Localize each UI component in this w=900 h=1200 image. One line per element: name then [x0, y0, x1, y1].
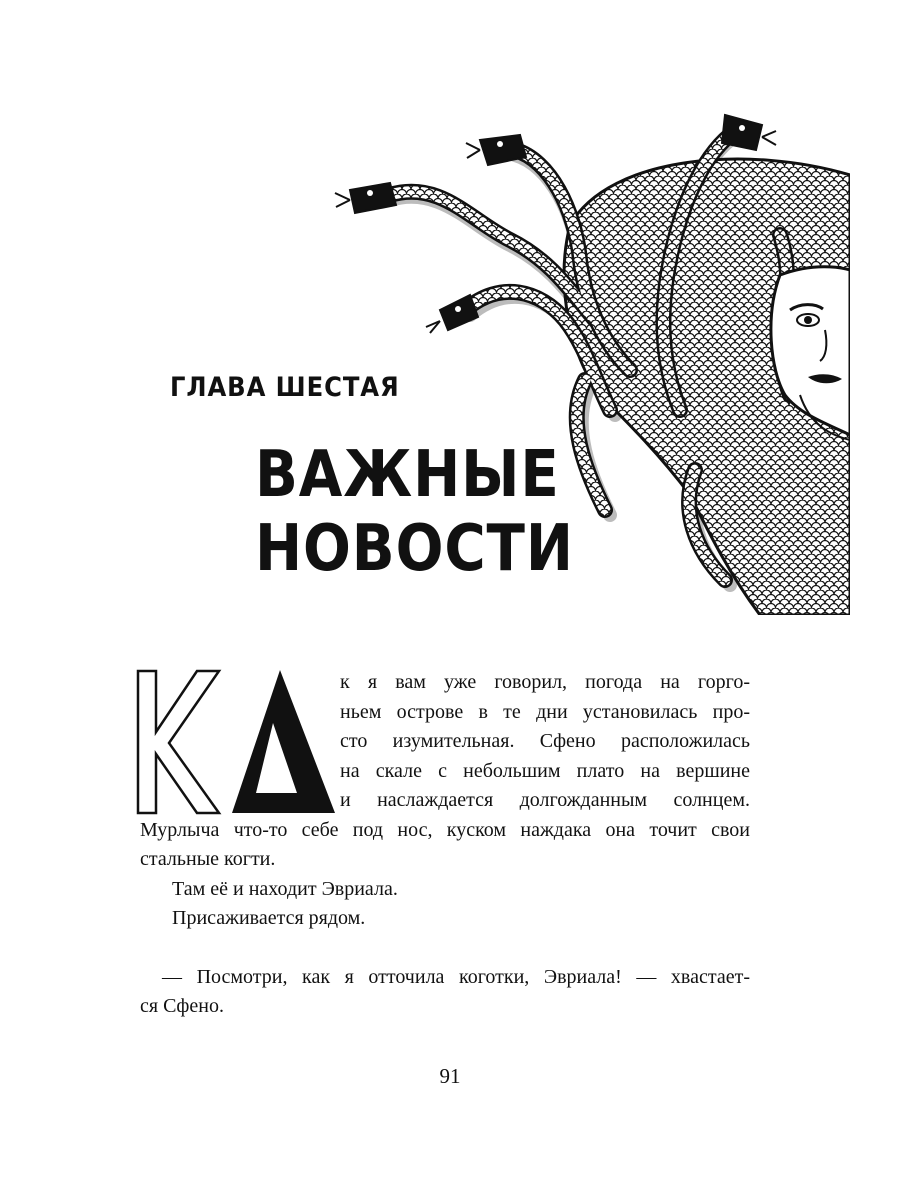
lead-paragraph: [340, 668, 750, 816]
text-line: к я вам уже говорил, погода на горго-: [340, 671, 750, 693]
chapter-label: ГЛАВА ШЕСТАЯ: [170, 372, 400, 403]
paragraph: Присаживается рядом.: [172, 907, 366, 929]
chapter-title: [255, 438, 574, 586]
paragraph: Там её и находит Эвриала.: [172, 877, 398, 900]
text-line: Мурлыча что-то себе под нос, куском наждака она точит свои: [140, 818, 750, 841]
dialog-line: — Посмотри, как я отточила коготки, Эвриала! — хвастает-: [162, 965, 750, 988]
page-number: 91: [439, 1064, 461, 1088]
paragraph-gap: [140, 934, 750, 963]
chapter-title-line-1: ВАЖНЫЕ: [255, 438, 560, 512]
dialog-line: ся Сфено.: [140, 995, 224, 1017]
text-line: и наслаждается долгожданным солнцем.: [340, 789, 750, 811]
text-line: сто изумительная. Сфено расположилась: [340, 730, 750, 752]
body-text: [140, 668, 750, 1022]
text-line: на скале с небольшим плато на вершине: [340, 759, 750, 782]
chapter-title-line-2: НОВОСТИ: [255, 512, 574, 586]
text-line: ньем острове в те дни установилась про-: [340, 700, 750, 723]
text-line: стальные когти.: [140, 848, 276, 870]
